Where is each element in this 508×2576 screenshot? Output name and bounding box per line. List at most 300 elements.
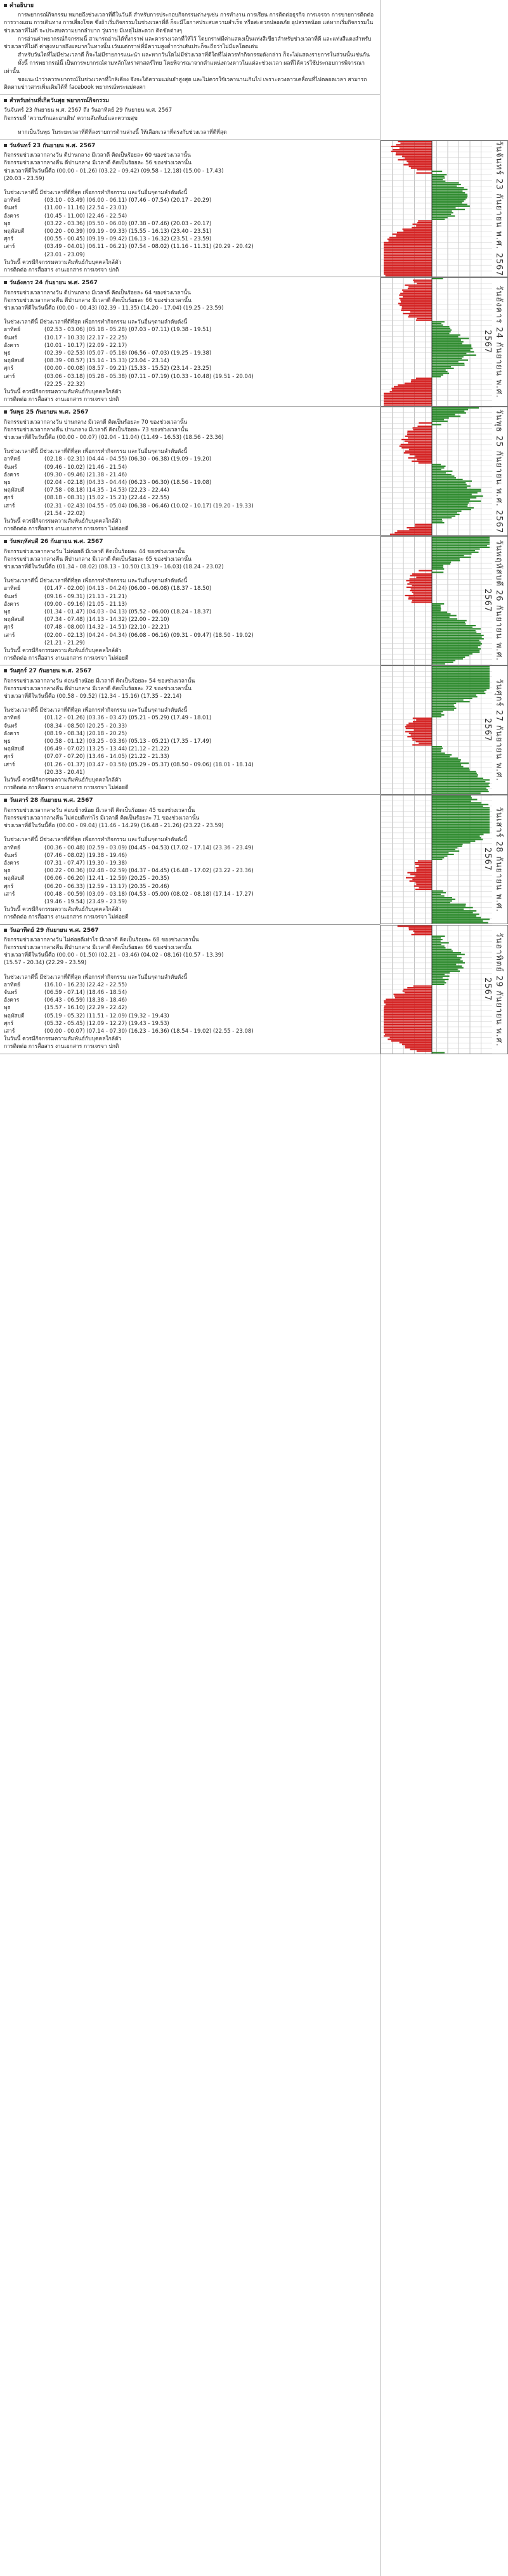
good-bar [432,415,460,417]
good-bar [432,192,465,193]
day-summary-line: (20.03 - 23.59) [4,175,44,182]
intro-paragraph: สำหรับวันใดที่ไม่มีช่วงเวลาดี ก็จะไม่มีรายการแนะนำ และหากวันใดไม่มีช่วงเวลาที่ดีใดที่ไม่ควรทำกิจกรรมดังกล่าว ก็จะไม่แสดงรายการในส่วนนั้นเช่นกัน [18,52,370,59]
good-bar [432,769,470,771]
bad-bar [389,1037,432,1038]
weekday-times: (03.10 - 03.49) (06.00 - 06.11) (07.46 - 07.54) (20.17 - 20.29) [44,197,212,204]
good-bar [432,676,490,677]
bad-bar [407,583,432,584]
bad-bar [384,250,432,251]
weekday-row [4,212,377,220]
bad-bar [407,432,432,433]
good-bar [432,964,456,965]
bad-bar [408,437,432,438]
good-bar [432,776,478,777]
bad-bar [384,1007,432,1009]
good-bar [432,977,443,978]
bad-bar [398,159,432,160]
weekday-name: ศุกร์ [4,495,14,502]
good-bar [432,792,481,794]
bad-bar [401,308,432,309]
good-bar [432,748,443,749]
good-bar [432,779,490,780]
day-summary-line: กิจกรรมช่วงเวลากลางวัน ค่อนข้างน้อย มีเวลาดี คิดเป็นร้อยละ 54 ของช่วงเวลานั้น [4,677,195,684]
good-bar [432,650,479,651]
bad-bar [408,596,432,598]
bad-bar [409,733,432,734]
weekday-times: (06.06 - 06.20) (12.41 - 12.59) (20.25 - 20.35) [44,875,169,882]
bad-bar [408,288,432,289]
bad-bar [412,879,432,880]
weekday-name: พฤหัสบดี [4,228,25,235]
day-chart-panel [381,536,508,665]
bad-bar [403,164,432,166]
chart-date-label: วันศุกร์ 27 กันยายน พ.ศ. 2567 [483,679,504,781]
weekday-times: (00.36 - 00.48) (02.59 - 03.09) (04.45 - 04.53) (17.02 - 17.14) (23.36 - 23.49) [44,844,254,851]
good-bar [432,768,469,769]
bad-bar [398,141,432,142]
weekday-name: พฤหัสบดี [4,746,25,753]
bad-bar [415,932,432,933]
weekday-name: อังคาร [4,860,20,866]
bad-bar [396,154,432,155]
bad-bar [391,151,432,152]
bad-bar [392,389,432,391]
good-bar [432,610,441,611]
good-bar [432,625,476,626]
good-bar [432,202,462,204]
day-footer: การติดต่อ การสื่อสาร งานเอกสาร การเจรจา ปกติ [4,1043,119,1050]
bad-bar [405,440,432,441]
bad-bar [384,1010,432,1012]
bad-bar [419,743,432,744]
weekday-times: (06.20 - 06.33) (12.59 - 13.17) (20.35 - 20.46) [44,883,169,890]
bad-bar [412,227,432,228]
bad-bar [384,1021,432,1022]
weekday-times: (15.57 - 16.10) (22.29 - 22.42) [44,1005,127,1012]
good-bar [432,817,490,818]
good-bar [432,350,471,351]
good-bar [432,480,472,481]
weekday-row [4,326,377,334]
good-bar [432,211,452,212]
bad-bar [407,987,432,988]
weekday-row [4,844,377,852]
weekday-row [4,608,377,616]
weekday-times: (02.00 - 02.13) (04.24 - 04.34) (06.08 - 06.16) (09.31 - 09.47) (18.50 - 19.02) [44,632,254,639]
good-bar [432,632,476,633]
good-bar [432,696,478,697]
good-bar [432,709,454,710]
bad-bar [400,143,432,144]
weekday-name: เสาร์ [4,373,15,380]
bad-bar [412,739,432,740]
day-subheading: ในช่วงเวลาดีนี้ มีช่วงเวลาที่ดีที่สุด เพื่อการทำกิจกรรม และวันอื่นๆตามลำดับดังนี้ [4,190,188,197]
day-heading: วันอาทิตย์ 29 กันยายน พ.ศ. 2567 [10,927,99,934]
good-bar [432,751,441,752]
bad-bar [419,887,432,888]
weekday-times: (05.32 - 05.45) (12.09 - 12.27) (19.43 - 19.53) [44,1020,169,1027]
good-bar [432,552,479,553]
good-bar [432,355,476,356]
good-bar [432,407,479,409]
bad-bar [384,1024,432,1025]
day-footer: การติดต่อ การสื่อสาร งานเอกสาร การเจรจา ไม่ค่อยดี [4,914,129,921]
good-bar [432,476,454,477]
weekday-times: (21.54 - 22.02) [44,510,85,517]
good-bar [432,852,448,853]
bad-bar [410,575,432,576]
bad-bar [390,533,432,535]
bad-bar [405,436,432,437]
good-bar [432,811,490,812]
bad-bar [416,377,432,379]
bad-bar [415,864,432,865]
bad-bar [418,220,432,221]
day-footer: การติดต่อ การสื่อสาร งานเอกสาร การเจรจา ปกติ [4,267,119,274]
good-bar [432,955,457,957]
good-bar [432,902,450,903]
good-bar [432,830,490,832]
bad-bar [419,865,432,866]
bad-bar [384,1016,432,1017]
bad-bar [384,403,432,404]
good-bar [432,204,467,205]
bad-bar [403,291,432,292]
day-subheading: ในช่วงเวลาดีนี้ มีช่วงเวลาที่ดีที่สุด เพื่อการทำกิจกรรม และวันอื่นๆตามลำดับดังนี้ [4,319,188,326]
weekday-row [4,714,377,722]
weekday-row [4,745,377,753]
weekday-times: (08.34 - 08.50) (20.25 - 20.33) [44,722,127,729]
good-bar [432,181,445,182]
bad-bar [417,459,432,460]
bad-bar [388,239,432,240]
bad-bar [384,404,432,405]
good-bar [432,489,481,490]
good-bar [432,509,471,510]
bad-bar [416,884,432,885]
weekday-name: อาทิตย์ [4,327,20,334]
good-bar [432,957,462,958]
weekday-row [4,875,377,882]
good-bar [432,704,454,705]
good-bar [432,859,442,860]
weekday-name: จันทร์ [4,852,17,859]
bad-bar [409,929,432,930]
good-bar [432,684,490,686]
weekday-times: (21.21 - 21.29) [44,639,85,646]
good-bar [432,764,461,766]
bad-bar [407,872,432,873]
good-bar [432,358,462,359]
good-bar [432,331,451,332]
weekday-row [4,373,377,381]
good-bar [432,982,446,983]
weekday-name: เสาร์ [4,502,15,509]
weekday-name: เสาร์ [4,1028,15,1035]
good-bar [432,651,479,653]
bad-bar [415,875,432,877]
weekday-times: (09.00 - 09.16) (21.05 - 21.13) [44,601,127,608]
weekday-name: จันทร์ [4,989,17,996]
weekday-name: พุธ [4,868,11,875]
good-bar [432,484,467,485]
good-bar [432,414,455,415]
good-bar [432,947,446,948]
day-summary-line: (15.57 - 20.34) (22.29 - 23.59) [4,960,87,967]
bad-bar [400,293,432,294]
good-bar [432,351,474,352]
weekday-times: (00.22 - 00.36) (02.48 - 02.59) (04.37 - 04.45) (16.48 - 17.02) (23.22 - 23.36) [44,868,254,875]
good-bar [432,348,472,349]
good-bar [432,207,455,208]
good-bar [432,555,464,556]
weekday-times: (00.48 - 00.59) (03.09 - 03.18) (04.53 - 05.00) (08.02 - 08.18) (17.14 - 17.27) [44,891,254,898]
bullet-icon [4,540,7,543]
weekday-name: อาทิตย์ [4,456,20,463]
day-summary-line: กิจกรรมช่วงเวลากลางวัน ไม่ค่อยดีเท่าไร มีเวลาดี คิดเป็นร้อยละ 68 ของช่วงเวลานั้น [4,936,199,943]
day-chart-panel [381,795,508,924]
good-bar [432,825,490,827]
good-bar [432,326,450,327]
day-heading: วันศุกร์ 27 กันยายน พ.ศ. 2567 [10,668,92,675]
day-chart-panel [381,277,508,407]
bad-bar [401,444,432,445]
bad-bar [384,253,432,254]
bad-bar [412,585,432,586]
bullet-icon [4,410,7,414]
bad-bar [415,524,432,525]
weekday-row [4,585,377,592]
good-bar [432,698,472,699]
bad-bar [408,598,432,599]
weekday-times: (07.34 - 07.48) (14.13 - 14.32) (22.00 - 22.10) [44,617,169,624]
good-bar [432,344,471,346]
day-chart-panel [381,140,508,277]
day-footer: การติดต่อ การสื่อสาร งานเอกสาร การเจรจา ไม่ค่อยดี [4,655,129,662]
good-bar [432,623,466,624]
bad-bar [398,925,432,927]
good-bar [432,668,490,669]
weekday-row [4,632,377,639]
bad-bar [384,395,432,396]
good-bar [432,641,481,643]
day-footer: การติดต่อ การสื่อสาร งานเอกสาร การเจรจา ปกติ [4,396,119,403]
weekday-row [4,761,377,769]
bad-bar [412,461,432,462]
bad-bar [384,260,432,261]
bad-bar [400,304,432,306]
weekday-row [4,365,377,372]
weekday-name: จันทร์ [4,593,17,600]
day-summary-line: ช่วงเวลาที่ดีในวันนี้คือ (00.00 - 09.04) (11.46 - 14.29) (16.48 - 21.26) (23.22 - 23.59) [4,823,224,830]
good-bar [432,184,461,185]
good-bar [432,716,441,717]
bad-bar [417,318,432,319]
bad-bar [407,160,432,162]
good-bar [432,679,490,681]
good-bar [432,627,472,628]
bad-bar [410,582,432,583]
bad-bar [384,1012,432,1013]
good-bar [432,635,484,636]
good-bar [432,494,472,495]
good-bar [432,572,443,573]
weekday-name: อังคาร [4,342,20,349]
weekday-name: อังคาร [4,471,20,478]
good-bar [432,622,465,623]
good-bar [432,789,488,790]
good-bar [432,714,444,716]
good-bar [432,660,455,661]
good-bar [432,615,457,616]
good-bar [432,189,467,190]
good-bar [432,336,458,337]
intro-paragraph: ทั้งนี้ การพยากรณ์นี้ เป็นการพยากรณ์ตามหลักโหราศาสตร์ไทย โดยพิจารณาจากตำแหน่งดวงดาวในแต่ละช่วงเวลา ผลที่ได้ควรใช้ประกอบการพิจารณาเท่านั้น [4,60,365,75]
good-bar [432,556,471,558]
good-bar [432,974,445,975]
good-bar [432,636,482,637]
good-bar [432,708,456,709]
day-footer: ในวันนี้ ควรมีกิจกรรมความสัมพันธ์กับบุคคลใกล้ตัว [4,648,122,655]
bad-bar [400,299,432,301]
good-bar [432,474,452,475]
good-bar [432,195,467,197]
weekday-row [4,1012,377,1020]
good-bar [432,976,450,977]
day-section [0,665,380,795]
day-chart [381,666,492,794]
weekday-name: พุธ [4,350,11,356]
bad-bar [403,989,432,990]
good-bar [432,176,445,177]
day-heading: วันเสาร์ 28 กันยายน พ.ศ. 2567 [10,797,93,804]
bad-bar [384,1014,432,1015]
bad-bar [415,889,432,890]
bad-bar [411,735,432,736]
weekday-name: พฤหัสบดี [4,1012,25,1019]
good-bar [432,766,464,767]
good-bar [432,472,446,473]
good-bar [432,706,455,707]
params-period: วันจันทร์ 23 กันยายน พ.ศ. 2567 ถึง วันอาทิตย์ 29 กันยายน พ.ศ. 2567 [4,107,173,114]
weekday-times: (10.01 - 10.17) (22.09 - 22.17) [44,342,127,349]
bad-bar [418,860,432,861]
weekday-name [4,251,44,259]
good-bar [432,851,459,852]
weekday-times: (02.18 - 02.31) (04.44 - 04.55) (06.30 - 06.38) (19.09 - 19.20) [44,456,212,463]
good-bar [432,553,472,554]
good-bar [432,410,464,412]
weekday-name: ศุกร์ [4,883,14,890]
weekday-times: (03.22 - 03.36) (05.50 - 06.00) (07.38 - 07.46) (20.03 - 20.17) [44,220,212,227]
weekday-name: พฤหัสบดี [4,875,25,882]
bad-bar [414,931,432,932]
good-bar [432,219,445,220]
weekday-name: พุธ [4,609,11,616]
good-bar [432,206,470,207]
good-bar [432,895,445,896]
good-bar [432,511,462,512]
day-footer: ในวันนี้ ควรมีกิจกรรมความสัมพันธ์กับบุคคลใกล้ตัว [4,388,122,395]
good-bar [432,343,462,344]
day-section [0,140,380,277]
good-bar [432,936,445,937]
bullet-icon [4,4,7,7]
day-subheading: ในช่วงเวลาดีนี้ มีช่วงเวลาที่ดีที่สุด เพื่อการทำกิจกรรม และวันอื่นๆตามลำดับดังนี้ [4,707,188,714]
bad-bar [384,258,432,259]
day-subheading: ในช่วงเวลาดีนี้ มีช่วงเวลาที่ดีที่สุด เพื่อการทำกิจกรรม และวันอื่นๆตามลำดับดังนี้ [4,448,188,455]
weekday-name: อังคาร [4,212,20,219]
good-bar [432,695,476,696]
bad-bar [401,310,432,311]
good-bar [432,807,490,808]
good-bar [432,346,471,348]
day-section [0,925,380,1054]
good-bar [432,618,457,620]
bad-bar [384,262,432,263]
good-bar [432,797,472,799]
bad-bar [401,447,432,448]
bad-bar [416,225,432,226]
good-bar [432,487,467,488]
day-summary-line: กิจกรรมช่วงเวลากลางวัน ดีปานกลาง มีเวลาดี คิดเป็นร้อยละ 60 ของช่วงเวลานั้น [4,152,191,159]
bad-bar [405,595,432,596]
bad-bar [417,426,432,427]
good-bar [432,630,476,631]
bad-bar [389,240,432,242]
bad-bar [384,1030,432,1031]
bad-bar [415,882,432,883]
bad-bar [414,985,432,986]
good-bar [432,958,460,960]
weekday-times: (08.19 - 08.34) (20.18 - 20.25) [44,730,127,737]
good-bar [432,899,455,900]
params-activity: กิจกรรมที่ 'ความรักและอาเดิน' ความสัมพันธ์และความสุข [4,115,138,122]
bad-bar [408,722,432,724]
bad-bar [407,724,432,726]
bullet-icon [4,144,7,147]
weekday-times: (00.58 - 01.12) (03.25 - 03.36) (05.13 - 05.21) (17.35 - 17.49) [44,738,212,745]
bad-bar [408,316,432,317]
good-bar [432,648,481,650]
good-bar [432,421,448,422]
weekday-times: (03.06 - 03.18) (05.28 - 05.38) (07.11 - 07.19) (10.33 - 10.48) (19.51 - 20.04) [44,373,254,380]
weekday-times: (06.49 - 07.02) (13.25 - 13.44) (21.12 - 21.22) [44,746,169,753]
weekday-name: อาทิตย์ [4,844,20,851]
good-bar [432,646,478,648]
bad-bar [384,393,432,394]
bullet-icon [4,929,7,932]
good-bar [432,919,490,920]
weekday-times: (01.26 - 01.37) (03.47 - 03.56) (05.29 - 05.37) (08.50 - 09.06) (18.01 - 18.14) [44,761,254,768]
good-bar [432,786,490,787]
good-bar [432,897,452,898]
bad-bar [405,284,432,285]
good-bar [432,839,483,840]
weekday-times: (00.00 - 00.08) (08.57 - 09.21) (15.33 - 15.52) (23.14 - 23.25) [44,365,212,372]
bad-bar [384,273,432,275]
weekday-row [4,891,377,898]
bad-bar [398,384,432,386]
bad-bar [407,527,432,528]
bad-bar [393,994,432,995]
day-summary-line: กิจกรรมช่วงเวลากลางคืน ดีปานกลาง มีเวลาดี คิดเป็นร้อยละ 56 ของช่วงเวลานั้น [4,160,192,167]
good-bar [432,190,462,192]
good-bar [432,781,485,782]
good-bar [432,339,461,341]
bad-bar [411,167,432,169]
bad-bar [405,731,432,732]
